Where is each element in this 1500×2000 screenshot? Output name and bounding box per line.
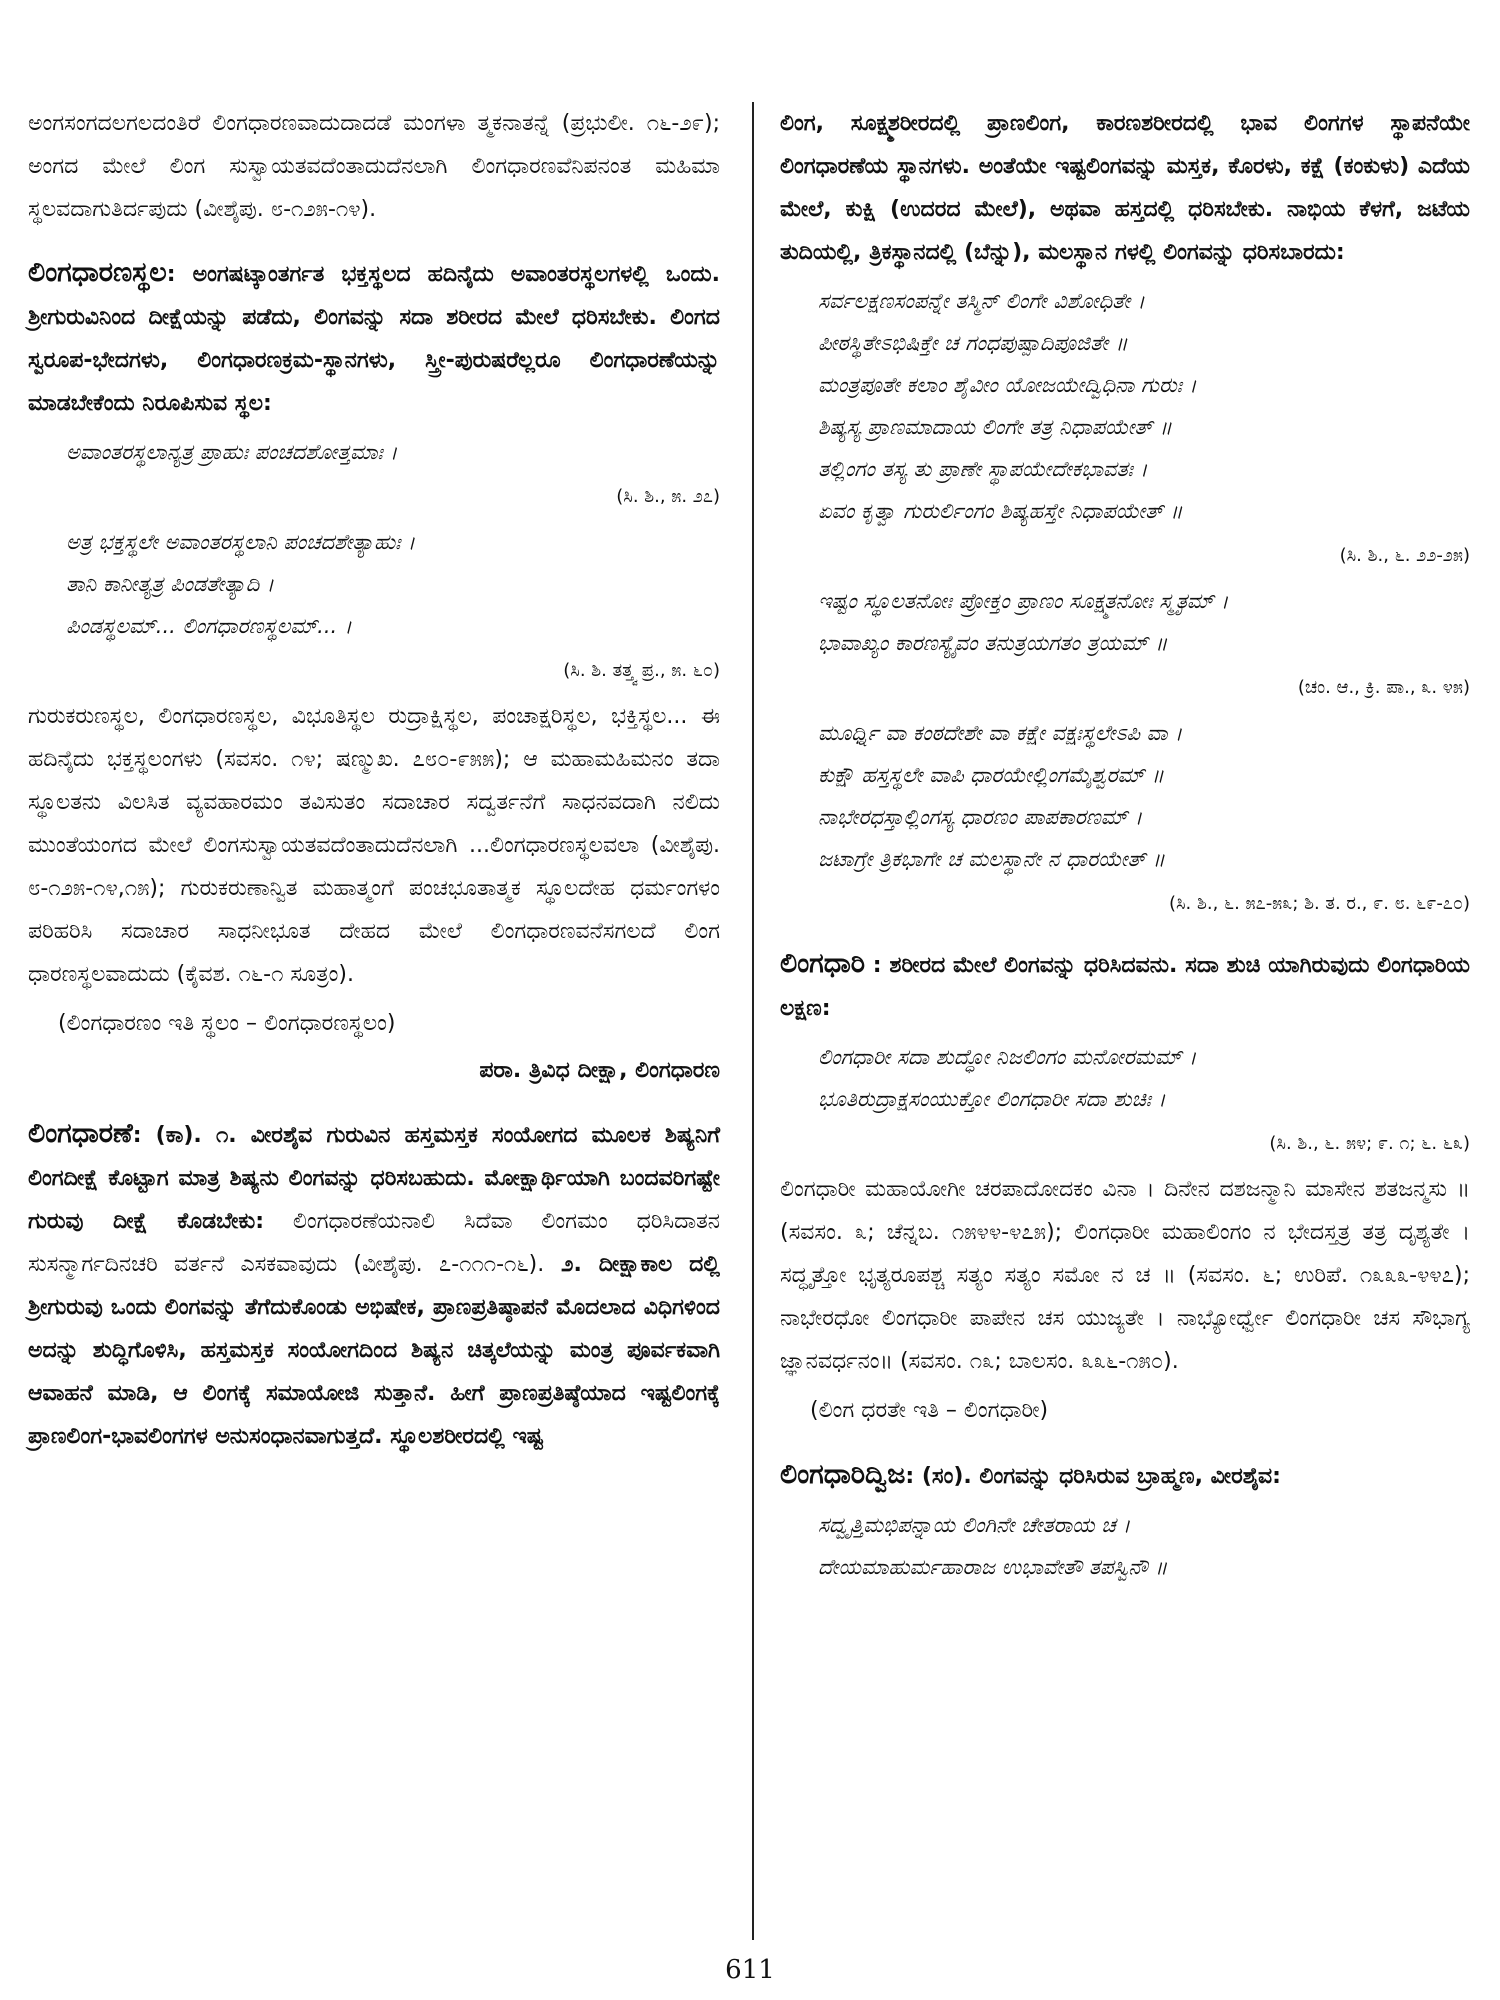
citation: (ಸಿ. ಶಿ. ತತ್ತ್ವ ಪ್ರ., ೫. ೬೦) [563,660,720,681]
verse-line: ಏವಂ ಕೃತ್ವಾ ಗುರುರ್ಲಿಂಗಂ ಶಿಷ್ಯಹಸ್ತೇ ನಿಧಾಪಯೇತ್ ॥ [818,499,1183,523]
verse-line: ಭೂತಿರುದ್ರಾಕ್ಷಸಂಯುಕ್ತೋ ಲಿಂಗಧಾರೀ ಸದಾ ಶುಚಿಃ । [818,1087,1166,1111]
verse-line: ಅತ್ರ ಭಕ್ತಸ್ಥಲೇ ಅವಾಂತರಸ್ಥಲಾನಿ ಪಂಚದಶೇತ್ಯಾಹುಃ । [66,530,416,554]
entry-definition [28,251,720,425]
verse-line: ಮಂತ್ರಪೂತೇ ಕಲಾಂ ಶೈವೀಂ ಯೋಜಯೇದ್ವಿಧಿನಾ ಗುರುಃ । [818,373,1197,397]
entry-lingadharanasthala [28,251,720,1092]
verse-line: ಜಟಾಗ್ರೇ ತ್ರಿಕಭಾಗೇ ಚ ಮಲಸ್ಥಾನೇ ನ ಧಾರಯೇತ್ ॥ [818,847,1165,871]
entry-headword: ಲಿಂಗಧಾರಿ [780,948,865,979]
verse-line: ಪಿಂಡಸ್ಥಲಮ್... ಲಿಂಗಧಾರಣಸ್ಥಲಮ್... । [66,614,352,638]
sanskrit-verse-block [780,580,1470,664]
verse-line: ಪೀಠಸ್ಥಿತೇಽಭಿಷಿಕ್ತೇ ಚ ಗಂಧಪುಷ್ಪಾದಿಪೂಜಿತೇ ॥ [818,331,1128,355]
definition-quote: ಲಿಂಗಧಾರಣೆಯನಾಲಿ ಸಿದೆವಾ ಲಿಂಗಮಂ ಧರಿಸಿದಾತನ ಸುಸನ್ಮಾರ್ಗದಿನಚರಿ ವರ್ತನೆ ಎಸಕವಾವುದು (ವೀಶೈಪು. ೭-೧೧೧-೧೬). [28,1209,720,1277]
sanskrit-verse-block [28,521,720,647]
etymology: (ಲಿಂಗ ಧರತೇ ಇತಿ – ಲಿಂಗಧಾರೀ) [810,1398,1049,1423]
verse-line: ಸದ್ವೃತ್ತಿಮಭಿಪನ್ನಾಯ ಲಿಂಗಿನೇ ಚೇತರಾಯ ಚ । [818,1513,1131,1537]
sanskrit-verse: ಅವಾಂತರಸ್ಥಲಾನ್ಯತ್ರ ಪ್ರಾಹುಃ ಪಂಚದಶೋತ್ತಮಾಃ । [66,440,398,464]
entry-lingadharane [28,1112,720,1458]
page-number: 611 [725,1955,775,1985]
entry-headword: ಲಿಂಗಧಾರಣೆ [28,1118,133,1149]
entry-definition [28,1112,720,1458]
continued-paragraph: ಲಿಂಗ, ಸೂಕ್ಷ್ಮಶರೀರದಲ್ಲಿ ಪ್ರಾಣಲಿಂಗ, ಕಾರಣಶರೀರದಲ್ಲಿ ಭಾವ ಲಿಂಗಗಳ ಸ್ಥಾಪನೆಯೇ ಲಿಂಗಧಾರಣೆಯ ಸ್ಥಾನಗಳು. ಅಂತೆಯೇ ಇಷ್ಟಲಿಂಗವನ್ನು ಮಸ್ತಕ, ಕೊರಳು, ಕಕ್ಷೆ (ಕಂಕುಳು) ಎದೆಯ ಮೇಲೆ, ಕುಕ್ಷಿ (ಉದರದ ಮೇಲೆ), ಅಥವಾ ಹಸ್ತದಲ್ಲಿ ಧರಿಸಬೇಕು. ನಾಭಿಯ ಕೆಳಗೆ, ಜಟೆಯ ತುದಿಯಲ್ಲಿ, ತ್ರಿಕಸ್ಥಾನದಲ್ಲಿ (ಬೆನ್ನು), ಮಲಸ್ಥಾನ ಗಳಲ್ಲಿ ಲಿಂಗವನ್ನು ಧರಿಸಬಾರದು: [780,111,1470,265]
citation: (ಸಿ. ಶಿ., ೬. ೨೨-೨೫) [1339,545,1470,566]
cross-reference: ಪರಾ. ತ್ರಿವಿಧ ದೀಕ್ಷಾ, ಲಿಂಗಧಾರಣ [479,1058,720,1083]
quotation-paragraph: ಲಿಂಗಧಾರೀ ಮಹಾಯೋಗೀ ಚರಪಾದೋದಕಂ ವಿನಾ । ದಿನೇನ ದಶಜನ್ಮಾನಿ ಮಾಸೇನ ಶತಜನ್ಮಸು ॥ (ಸವಸಂ. ೩; ಚೆನ್ನಬ. ೧೫೪೪-೪೭೫); ಲಿಂಗಧಾರೀ ಮಹಾಲಿಂಗಂ ನ ಭೇದಸ್ತತ್ರ ತತ್ರ ದೃಶ್ಯತೇ । ಸದ್ಧೃತ್ತೋ ಭೃತ್ಯರೂಪಶ್ಚ ಸತ್ಯಂ ಸತ್ಯಂ ಸಮೋ ನ ಚ ॥ (ಸವಸಂ. ೬; ಉರಿಪೆ. ೧೩೩೩-೪೪೭); ನಾಭೇರಧೋ ಲಿಂಗಧಾರೀ ಪಾಪೇನ ಚಸ ಯುಜ್ಯತೇ । ನಾಭ್ಯೋರ್ಧ್ವೇ ಲಿಂಗಧಾರೀ ಚಸ ಸೌಭಾಗ್ಯ ಜ್ಞಾನವರ್ಧನಂ॥ (ಸವಸಂ. ೧೩; ಬಾಲಸಂ. ೩೩೬-೧೫೦). [780,1177,1470,1374]
intro-paragraph: ಅಂಗಸಂಗದಲಗಲದಂತಿರೆ ಲಿಂಗಧಾರಣವಾದುದಾದಡೆ ಮಂಗಳಾ ತ್ಮಕನಾತನ್ನೆ (ಪ್ರಭುಲೀ. ೧೬-೨೯); ಅಂಗದ ಮೇಲೆ ಲಿಂಗ ಸುಸ್ವಾಯತವದೆಂತಾದುದೆನಲಾಗಿ ಲಿಂಗಧಾರಣವೆನಿಪನಂತ ಮಹಿಮಾ ಸ್ಥಲವದಾಗುತಿರ್ದಪುದು (ವೀಶೈಪು. ೮-೧೨೫-೧೪). [28,111,720,222]
verse-line: ಸರ್ವಲಕ್ಷಣಸಂಪನ್ನೇ ತಸ್ಮಿನ್ ಲಿಂಗೇ ವಿಶೋಧಿತೇ । [818,289,1145,313]
verse-line: ದೇಯಮಾಹುರ್ಮಹಾರಾಜ ಉಭಾವೇತೌ ತಪಸ್ವಿನೌ ॥ [818,1555,1168,1579]
citation: (ಸಿ. ಶಿ., ೬. ೫೪; ೯. ೧; ೬. ೬೩) [1269,1133,1470,1154]
quotation-paragraph: ಗುರುಕರುಣಸ್ಥಲ, ಲಿಂಗಧಾರಣಸ್ಥಲ, ವಿಭೂತಿಸ್ಥಲ ರುದ್ರಾಕ್ಷಿಸ್ಥಲ, ಪಂಚಾಕ್ಷರಿಸ್ಥಲ, ಭಕ್ತಿಸ್ಥಲ... ಈ ಹದಿನೈದು ಭಕ್ತಸ್ಥಲಂಗಳು (ಸವಸಂ. ೧೪; ಷಣ್ಮುಖ. ೭೮೦-೯೫೫); ಆ ಮಹಾಮಹಿಮನಂ ತದಾ ಸ್ಥೂಲತನು ವಿಲಸಿತ ವ್ಯವಹಾರಮಂ ತವಿಸುತಂ ಸದಾಚಾರ ಸದ್ವರ್ತನೆಗೆ ಸಾಧನವದಾಗಿ ನಲಿದು ಮುಂತೆಯಂಗದ ಮೇಲೆ ಲಿಂಗಸುಸ್ವಾಯತವದೆಂತಾದುದೆನಲಾಗಿ ...ಲಿಂಗಧಾರಣಸ್ಥಲವಲಾ (ವೀಶೈಪು. ೮-೧೨೫-೧೪,೧೫); ಗುರುಕರುಣಾನ್ವಿತ ಮಹಾತ್ಮಂಗೆ ಪಂಚಭೂತಾತ್ಮಕ ಸ್ಥೂಲದೇಹ ಧರ್ಮಂಗಳಂ ಪರಿಹರಿಸಿ ಸದಾಚಾರ ಸಾಧನೀಭೂತ ದೇಹದ ಮೇಲೆ ಲಿಂಗಧಾರಣವನೆಸಗಲದೆ ಲಿಂಗ ಧಾರಣಸ್ಥಲವಾದುದು (ಕೈವಶ. ೧೬-೧ ಸೂತ್ರಂ). [28,704,720,987]
verse-line: ತಲ್ಲಿಂಗಂ ತಸ್ಯ ತು ಪ್ರಾಣೇ ಸ್ಥಾಪಯೇದೇಕಭಾವತಃ । [818,457,1148,481]
entry-definition [780,1453,1470,1498]
left-column [28,102,720,1458]
right-column [780,102,1470,1588]
sanskrit-verse-block [780,280,1470,532]
definition-part-2: ೨. ದೀಕ್ಷಾಕಾಲ ದಲ್ಲಿ ಶ್ರೀಗುರುವು ಒಂದು ಲಿಂಗವನ್ನು ತೆಗೆದುಕೊಂಡು ಅಭಿಷೇಕ, ಪ್ರಾಣಪ್ರತಿಷ್ಠಾಪನೆ ಮೊದಲಾದ ವಿಧಿಗಳಿಂದ ಅದನ್ನು ಶುದ್ಧಿಗೊಳಿಸಿ, ಹಸ್ತಮಸ್ತಕ ಸಂಯೋಗದಿಂದ ಶಿಷ್ಯನ ಚಿತ್ಕಲೆಯನ್ನು ಮಂತ್ರ ಪೂರ್ವಕವಾಗಿ ಆವಾಹನೆ ಮಾಡಿ, ಆ ಲಿಂಗಕ್ಕೆ ಸಮಾಯೋಜಿ ಸುತ್ತಾನೆ. ಹೀಗೆ ಪ್ರಾಣಪ್ರತಿಷ್ಠೆಯಾದ ಇಷ್ಟಲಿಂಗಕ್ಕೆ ಪ್ರಾಣಲಿಂಗ-ಭಾವಲಿಂಗಗಳ ಅನುಸಂಧಾನವಾಗುತ್ತದೆ. ಸ್ಥೂಲಶರೀರದಲ್ಲಿ ಇಷ್ಟ [28,1252,721,1449]
verse-line: ಮೂರ್ಧ್ನಿ ವಾ ಕಂಠದೇಶೇ ವಾ ಕಕ್ಷೇ ವಕ್ಷಃಸ್ಥಲೇಽಪಿ ವಾ । [818,721,1183,745]
definition-part-1: : (ಕಾ). ೧. ವೀರಶೈವ ಗುರುವಿನ ಹಸ್ತಮಸ್ತಕ ಸಂಯೋಗದ ಮೂಲಕ ಶಿಷ್ಯನಿಗೆ ಲಿಂಗದೀಕ್ಷೆ ಕೊಟ್ಟಾಗ ಮಾತ್ರ ಶಿಷ್ಯನು ಲಿಂಗವನ್ನು ಧರಿಸಬಹುದು. ಮೋಕ್ಷಾರ್ಥಿಯಾಗಿ ಬಂದವರಿಗಷ್ಟೇ ಗುರುವು ದೀಕ್ಷೆ ಕೊಡಬೇಕು: [28,1123,720,1234]
entry-lingadharidvija [780,1453,1470,1588]
entry-definition-text: : ಅಂಗಷಟ್ಕಾಂತರ್ಗತ ಭಕ್ತಸ್ಥಲದ ಹದಿನೈದು ಅವಾಂತರಸ್ಥಲಗಳಲ್ಲಿ ಒಂದು. ಶ್ರೀಗುರುವಿನಿಂದ ದೀಕ್ಷೆಯನ್ನು ಪಡೆದು, ಲಿಂಗವನ್ನು ಸದಾ ಶರೀರದ ಮೇಲೆ ಧರಿಸಬೇಕು. ಲಿಂಗದ ಸ್ವರೂಪ-ಭೇದಗಳು, ಲಿಂಗಧಾರಣಕ್ರಮ-ಸ್ಥಾನಗಳು, ಸ್ತ್ರೀ-ಪುರುಷರೆಲ್ಲರೂ ಲಿಂಗಧಾರಣೆಯನ್ನು ಮಾಡಬೇಕೆಂದು ನಿರೂಪಿಸುವ ಸ್ಥಲ: [28,262,720,416]
verse-line: ಲಿಂಗಧಾರೀ ಸದಾ ಶುದ್ಧೋ ನಿಜಲಿಂಗಂ ಮನೋರಮಮ್ । [818,1045,1197,1069]
entry-lingadhari [780,942,1470,1433]
entry-headword: ಲಿಂಗಧಾರಿದ್ವಿಜ [780,1459,906,1490]
sanskrit-verse-block [780,1036,1470,1120]
entry-headword: ಲಿಂಗಧಾರಣಸ್ಥಲ [28,257,167,288]
entry-definition-text: : ಶರೀರದ ಮೇಲೆ ಲಿಂಗವನ್ನು ಧರಿಸಿದವನು. ಸದಾ ಶುಚಿ ಯಾಗಿರುವುದು ಲಿಂಗಧಾರಿಯ ಲಕ್ಷಣ: [780,953,1470,1021]
citation: (ಸಿ. ಶಿ., ೫. ೨೭) [616,486,720,507]
verse-line: ಶಿಷ್ಯಸ್ಯ ಪ್ರಾಣಮಾದಾಯ ಲಿಂಗೇ ತತ್ರ ನಿಧಾಪಯೇತ್ ॥ [818,415,1172,439]
citation: (ಚಂ. ಆ., ಕ್ರಿ. ಪಾ., ೩. ೪೫) [1297,677,1470,698]
citation: (ಸಿ. ಶಿ., ೬. ೫೭-೫೩; ಶಿ. ತ. ರ., ೯. ೮. ೬೯-೭೦) [1168,893,1470,914]
column-divider [752,102,754,1940]
sanskrit-verse-block [780,1504,1470,1588]
entry-definition [780,942,1470,1030]
etymology: (ಲಿಂಗಧಾರಣಂ ಇತಿ ಸ್ಥಲಂ – ಲಿಂಗಧಾರಣಸ್ಥಲಂ) [58,1011,396,1036]
verse-line: ಇಷ್ಟಂ ಸ್ಥೂಲತನೋಃ ಪ್ರೋಕ್ತಂ ಪ್ರಾಣಂ ಸೂಕ್ಷ್ಮತನೋಃ ಸ್ಮೃತಮ್ । [818,589,1229,613]
verse-line: ನಾಭೇರಧಸ್ತಾಲ್ಲಿಂಗಸ್ಯ ಧಾರಣಂ ಪಾಪಕಾರಣಮ್ । [818,805,1143,829]
verse-line: ಕುಕ್ಷೌ ಹಸ್ತಸ್ಥಲೇ ವಾಪಿ ಧಾರಯೇಲ್ಲಿಂಗಮೈಶ್ವರಮ್ ॥ [818,763,1164,787]
verse-line: ತಾನಿ ಕಾನೀತ್ಯತ್ರ ಪಿಂಡತೇತ್ಯಾದಿ । [66,572,275,596]
sanskrit-verse-block [780,712,1470,880]
verse-line: ಭಾವಾಖ್ಯಂ ಕಾರಣಸ್ಯೈವಂ ತನುತ್ರಯಗತಂ ತ್ರಯಮ್ ॥ [818,631,1168,655]
entry-definition-text: : (ಸಂ). ಲಿಂಗವನ್ನು ಧರಿಸಿರುವ ಬ್ರಾಹ್ಮಣ, ವೀರಶೈವ: [905,1464,1281,1489]
